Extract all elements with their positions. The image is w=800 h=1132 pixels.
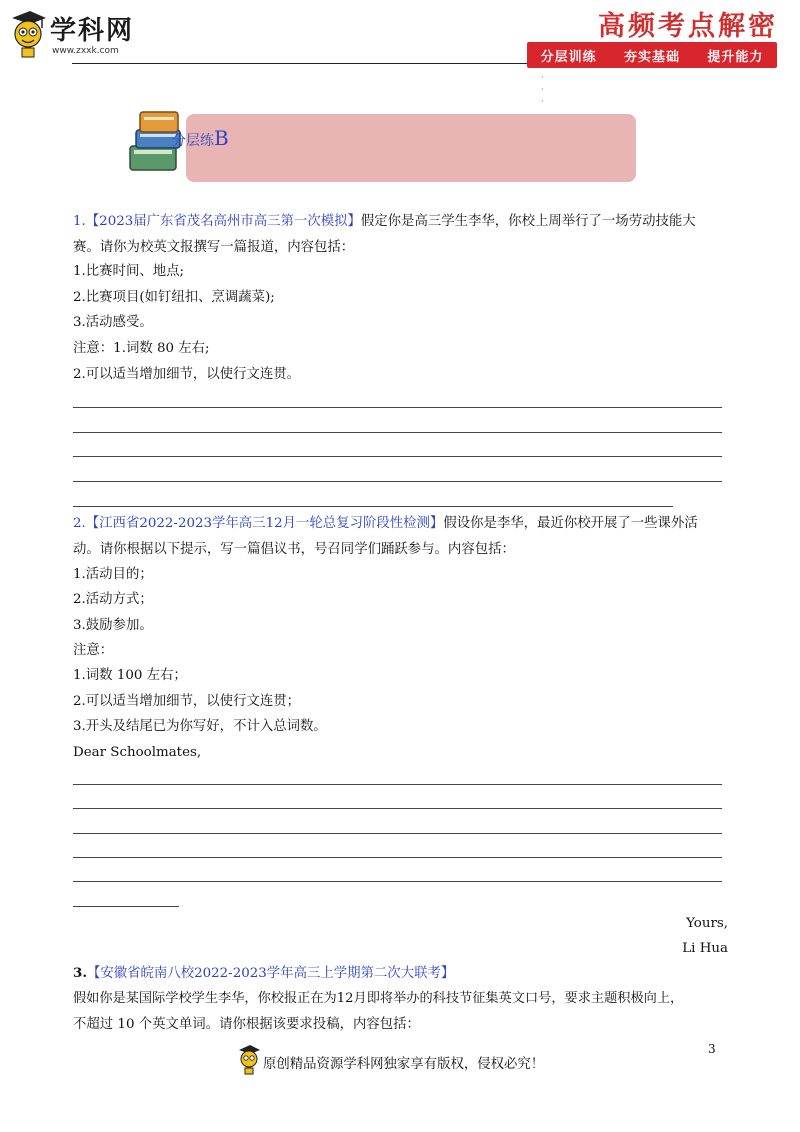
q2-answer-line[interactable] — [73, 857, 722, 858]
q2-answer-line[interactable] — [73, 808, 722, 809]
brand-title: 高频考点解密 — [598, 11, 778, 42]
q2-signature: Li Hua — [682, 941, 728, 956]
q2-closing: Yours, — [686, 916, 728, 931]
q2-answer-line[interactable] — [73, 906, 179, 907]
banner-label-letter: B — [214, 126, 229, 150]
page-number: 3 — [708, 1042, 716, 1056]
q2-item: 3.鼓励参加。 — [73, 618, 153, 633]
q1-note: 2.可以适当增加细节，以使行文连贯。 — [73, 367, 301, 382]
q2-prompt-line1 — [73, 511, 698, 537]
q2-answer-line[interactable] — [73, 881, 722, 882]
q3-source: 【安徽省皖南八校2022-2023学年高三上学期第二次大联考】 — [86, 966, 455, 981]
header-divider — [72, 63, 532, 64]
brand-tag: 夯实基础 — [623, 49, 680, 65]
q1-answer-line[interactable] — [73, 456, 722, 457]
q3-heading — [73, 960, 454, 987]
q2-item: 2.活动方式； — [73, 592, 153, 607]
mascot-icon — [237, 1044, 261, 1076]
decorative-dots: · · · — [541, 73, 544, 106]
q2-text: 假设你是李华，最近你校开展了一些课外活 — [443, 516, 698, 531]
q2-number: 2. — [73, 516, 86, 531]
q2-greeting: Dear Schoolmates, — [73, 745, 202, 760]
q1-answer-line[interactable] — [73, 506, 673, 507]
q2-note: 1.词数 100 左右； — [73, 668, 187, 683]
brand-tag: 分层训练 — [540, 49, 597, 65]
site-logo — [8, 8, 188, 66]
q1-answer-line[interactable] — [73, 432, 722, 433]
banner-label — [172, 126, 229, 150]
logo-url: www.zxxk.com — [52, 46, 119, 56]
q1-prompt-line1 — [73, 209, 696, 235]
mascot-icon — [8, 8, 48, 60]
q1-answer-line[interactable] — [73, 481, 722, 482]
q2-note-title: 注意： — [73, 643, 114, 658]
q1-item: 3.活动感受。 — [73, 315, 153, 330]
q2-item: 1.活动目的； — [73, 567, 153, 582]
q1-item: 1.比赛时间、地点; — [73, 264, 185, 279]
banner-label-text: 分层练 — [172, 133, 214, 149]
brand-tag-bar — [527, 42, 777, 68]
q2-answer-line[interactable] — [73, 833, 722, 834]
q3-number: 3. — [73, 965, 87, 981]
q3-prompt-line2: 不超过 10 个英文单词。请你根据该要求投稿，内容包括： — [73, 1017, 420, 1032]
copyright-notice: 原创精品资源学科网独家享有版权，侵权必究！ — [263, 1057, 545, 1072]
q2-note: 2.可以适当增加细节，以使行文连贯； — [73, 694, 301, 709]
q1-note: 注意：1.词数 80 左右; — [73, 341, 210, 356]
q3-prompt-line1: 假如你是某国际学校学生李华，你校报正在为12月即将举办的科技节征集英文口号，要求主题积极向上， — [73, 991, 684, 1006]
q1-source: 【2023届广东省茂名高州市高三第一次模拟】 — [85, 214, 361, 229]
section-banner — [186, 114, 636, 182]
q1-answer-line[interactable] — [73, 407, 722, 408]
q2-note: 3.开头及结尾已为你写好，不计入总词数。 — [73, 719, 327, 734]
q1-text: 假定你是高三学生李华，你校上周举行了一场劳动技能大 — [360, 214, 696, 229]
q1-number: 1. — [73, 214, 86, 229]
q2-source: 【江西省2022-2023学年高三12月一轮总复习阶段性检测】 — [85, 516, 444, 531]
q1-prompt-line2: 赛。请你为校英文报撰写一篇报道，内容包括： — [73, 240, 355, 255]
brand-tag: 提升能力 — [707, 49, 764, 65]
footer — [237, 1044, 567, 1076]
q2-prompt-line2: 动。请你根据以下提示，写一篇倡议书，号召同学们踊跃参与。内容包括： — [73, 542, 515, 557]
q1-item: 2.比赛项目(如钉纽扣、烹调蔬菜); — [73, 290, 275, 305]
logo-text: 学科网 — [50, 16, 135, 46]
q2-answer-line[interactable] — [73, 784, 722, 785]
